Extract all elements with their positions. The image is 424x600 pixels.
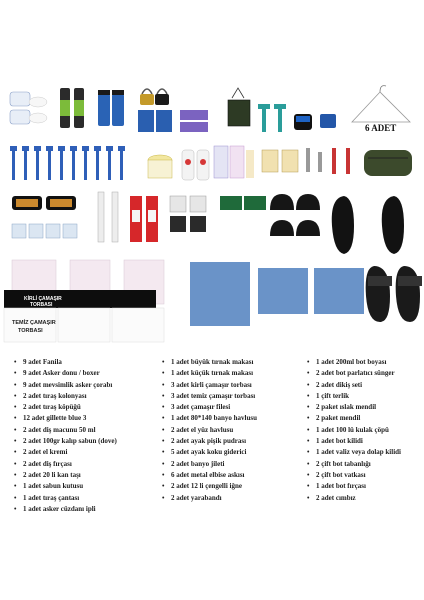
list-item: • 2 adet el yüz havlusu: [162, 425, 257, 436]
laundry-bag-bottom-line1: TEMİZ ÇAMAŞIR: [12, 320, 56, 326]
laundry-bag-top-line2: TORBASI: [30, 302, 53, 308]
list-item: • 2 adet tıraş kolonyası: [14, 391, 117, 402]
toothpaste-icon: [130, 196, 158, 242]
hand-cream-icon: [98, 192, 118, 242]
boot-pads-icon: [270, 194, 320, 236]
list-item: • 9 adet Asker donu / boxer: [14, 368, 117, 379]
item-list-column-2: [162, 357, 257, 504]
hanger-icon: [352, 86, 410, 133]
list-item: • 1 adet 80*140 banyo havlusu: [162, 413, 257, 424]
cologne-icon: [98, 90, 124, 126]
list-item: • 5 adet ayak koku giderici: [162, 447, 257, 458]
list-item: • 2 adet diş fırçası: [14, 459, 117, 470]
shoe-polish-icon: [294, 114, 336, 130]
insoles-icon: [332, 196, 404, 254]
wet-wipes-icon: [214, 146, 254, 178]
disposable-razors-icon: [10, 146, 125, 180]
list-item: • 6 adet metal elbise askısı: [162, 470, 257, 481]
list-item: • 2 adet ayak pişik pudrası: [162, 436, 257, 447]
list-item: • 2 adet dikiş seti: [307, 380, 401, 391]
item-list-column-1: [14, 357, 117, 515]
list-item: • 2 adet tıraş köpüğü: [14, 402, 117, 413]
list-item: • 2 adet cımbız: [307, 493, 401, 504]
deodorant-icon: [220, 196, 266, 210]
list-item: • 1 adet tıraş çantası: [14, 493, 117, 504]
list-item: • 2 çift bot vatkası: [307, 470, 401, 481]
toiletry-bag-icon: [364, 150, 412, 176]
bandage-icon: [12, 224, 77, 238]
towel-icon: [190, 262, 364, 326]
list-item: • 1 adet valiz veya dolap kilidi: [307, 447, 401, 458]
list-item: • 1 adet 200ml bot boyası: [307, 357, 401, 368]
slippers-icon: [366, 266, 422, 322]
shaving-foam-icon: [60, 88, 84, 128]
list-item: • 2 adet 100gr kalıp sabun (dove): [14, 436, 117, 447]
list-item: • 2 adet 12 li çengelli iğne: [162, 481, 257, 492]
list-item: • 2 çift bot tabanlığı: [307, 459, 401, 470]
list-item: • 2 adet diş macunu 50 ml: [14, 425, 117, 436]
list-item: • 3 adet temiz çamaşır torbası: [162, 391, 257, 402]
list-item: • 1 adet asker cüzdanı ipli: [14, 504, 117, 515]
list-item: • 2 adet yarabandı: [162, 493, 257, 504]
list-item: • 12 adet gillette blue 3: [14, 413, 117, 424]
list-item: • 1 adet küçük tırnak makası: [162, 368, 257, 379]
sewing-kit-icon: [262, 150, 298, 172]
list-item: • 3 adet çamaşır filesi: [162, 402, 257, 413]
cotton-swab-icon: [148, 155, 172, 178]
list-item: • 1 adet 100 lü kulak çöpü: [307, 425, 401, 436]
laundry-bag-top-line1: KİRLİ ÇAMAŞIR: [24, 296, 62, 302]
laundry-bag-bottom-line2: TORBASI: [18, 328, 43, 334]
padlock-icon: [140, 89, 169, 105]
list-item: • 2 adet bot parlatıcı sünger: [307, 368, 401, 379]
list-item: • 2 paket ıslak mendil: [307, 402, 401, 413]
safety-pins-icon: [170, 196, 206, 232]
wallet-icon: [228, 88, 250, 126]
razor-icon: [258, 104, 286, 132]
list-item: • 2 adet banyo jileti: [162, 459, 257, 470]
item-list-column-3: [307, 357, 401, 504]
list-item: • 1 adet bot fırçası: [307, 481, 401, 492]
laundry-bag-icon: [4, 260, 164, 342]
list-item: • 2 adet el kremi: [14, 447, 117, 458]
list-item: • 1 adet bot kilidi: [307, 436, 401, 447]
list-item: • 1 adet sabun kutusu: [14, 481, 117, 492]
hanger-label: 6 ADET: [365, 123, 397, 133]
list-item: • 9 adet mevsimlik asker çorabı: [14, 380, 117, 391]
nail-clipper-icon: [306, 148, 350, 174]
list-item: • 2 paket mendil: [307, 413, 401, 424]
list-item: • 1 adet büyük tırnak makası: [162, 357, 257, 368]
list-item: • 1 çift terlik: [307, 391, 401, 402]
list-item: • 9 adet Fanila: [14, 357, 117, 368]
list-item: • 2 adet 20 li kan taşı: [14, 470, 117, 481]
list-item: • 3 adet kirli çamaşır torbası: [162, 380, 257, 391]
razor-pack-icon: [138, 110, 208, 132]
soap-icon: [10, 92, 47, 124]
powder-icon: [182, 150, 209, 180]
shoe-brush-icon: [12, 196, 76, 210]
